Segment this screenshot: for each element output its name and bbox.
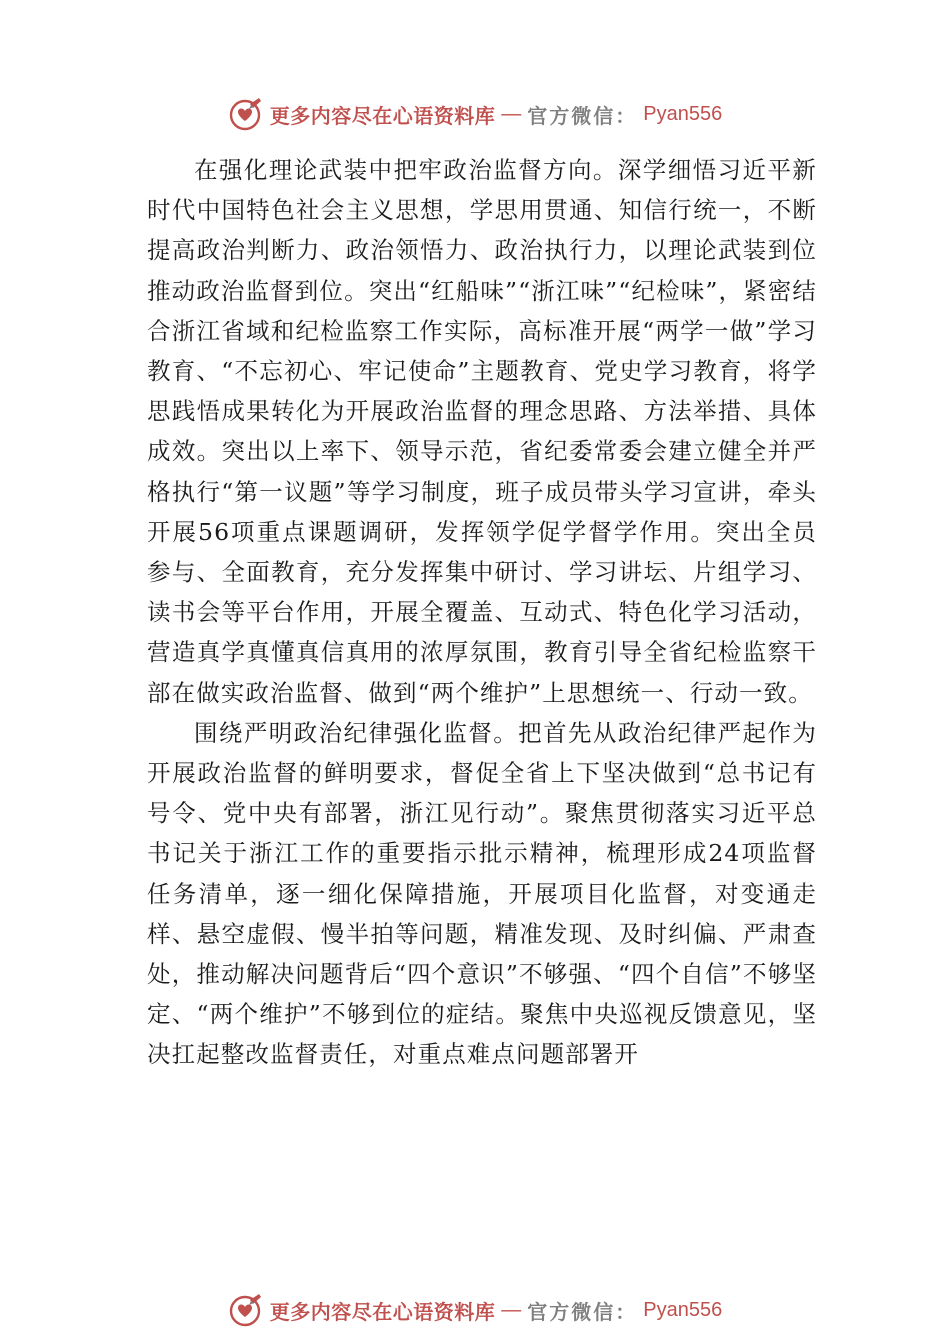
header-watermark: [0, 94, 950, 134]
pen-heart-logo-icon: [228, 1292, 264, 1328]
watermark-wechat-handle: Pyan556: [643, 1298, 723, 1321]
document-body: [147, 150, 817, 1075]
watermark-brand-text: 更多内容尽在心语资料库: [269, 103, 496, 128]
footer-watermark: [0, 1290, 950, 1330]
paragraph-political-discipline: 围绕严明政治纪律强化监督。把首先从政治纪律严起作为开展政治监督的鲜明要求，督促全省上下坚决做到“总书记有号令、党中央有部署，浙江见行动”。聚焦贯彻落实习近平总书记关于浙江工作的重要指示批示精神，梳理形成24项监督任务清单，逐一细化保障措施，开展项目化监督，对变通走样、悬空虚假、慢半拍等问题，精准发现、及时纠偏、严肃查处，推动解决问题背后“四个意识”不够强、“四个自信”不够坚定、“两个维护”不够到位的症结。聚焦中央巡视反馈意见，坚决扛起整改监督责任，对重点难点问题部署开: [147, 718, 817, 1069]
pen-heart-logo-icon: [228, 96, 264, 132]
paragraph-political-theory: 在强化理论武装中把牢政治监督方向。深学细悟习近平新时代中国特色社会主义思想，学思用贯通、知信行统一，不断提高政治判断力、政治领悟力、政治执行力，以理论武装到位推动政治监督到位。突出“红船味”“浙江味”“纪检味”，紧密结合浙江省域和纪检监察工作实际，高标准开展“两学一做”学习教育、“不忘初心、牢记使命”主题教育、党史学习教育，将学思践悟成果转化为开展政治监督的理念思路、方法举措、具体成效。突出以上率下、领导示范，省纪委常委会建立健全并严格执行“第一议题”等学习制度，班子成员带头学习宣讲，牵头开展56项重点课题调研，发挥领学促学督学作用。突出全员参与、全面教育，充分发挥集中研讨、学习讲坛、片组学习、读书会等平台作用，开展全覆盖、互动式、特色化学习活动，营造真学真懂真信真用的浓厚氛围，教育引导全省纪检监察干部在做实政治监督、做到“两个维护”上思想统一、行动一致。: [147, 156, 817, 707]
watermark-wechat-handle: Pyan556: [643, 102, 723, 125]
watermark-official-label: 官方微信：: [527, 1299, 638, 1324]
watermark-dash: —: [501, 1298, 522, 1321]
watermark-dash: —: [501, 102, 522, 125]
watermark-official-label: 官方微信：: [527, 103, 638, 128]
watermark-brand-text: 更多内容尽在心语资料库: [269, 1299, 496, 1324]
